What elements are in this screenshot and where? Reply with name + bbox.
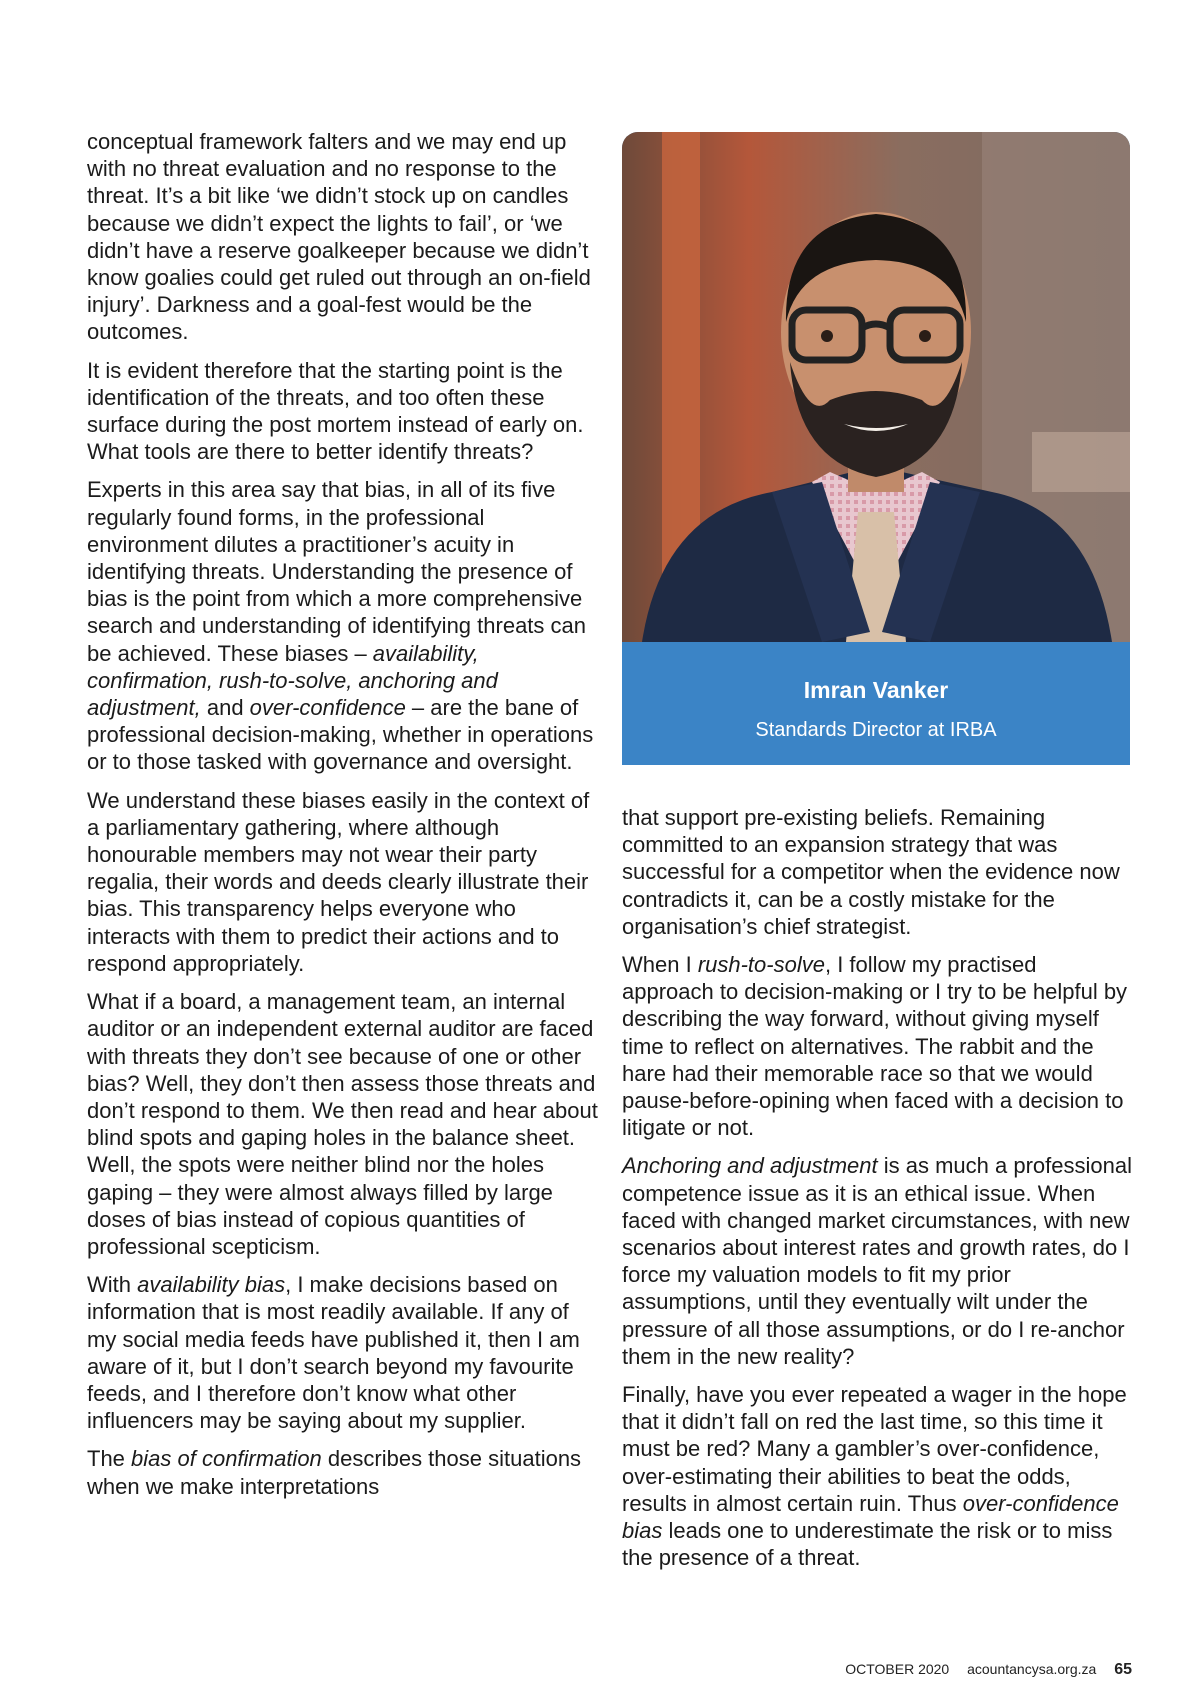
paragraph [87,128,602,346]
article-right-column [622,804,1132,1582]
issue-date: OCTOBER 2020 [845,1661,950,1677]
text-run: The [87,1446,132,1472]
text-run: and [200,695,250,721]
paragraph [622,1152,1132,1370]
text-run: With [87,1272,138,1298]
text-run: What if a board, a management team, an internal auditor or an independent external auditor are faced with threats they don’t see because of one or other bias? Well, they don’t then assess those threats and don’t respond to them. We then read and hear about blind spots and gaping holes in the balance sheet. Well, the spots were neither blind nor the holes gaping – they were almost always filled by large doses of bias instead of copious quantities of professional scepticism. [87,989,598,1259]
profile-card [622,132,1130,765]
emphasis-text: availability bias [137,1272,286,1298]
text-run: that support pre-existing beliefs. Remaining committed to an expansion strategy that was successful for a competitor when the evidence now contradicts it, can be a costly mistake for the organisation’s chief strategist. [622,805,1120,939]
portrait-photo [622,132,1130,642]
profile-role: Standards Director at IRBA [755,719,997,741]
emphasis-text: bias of confirmation [131,1446,322,1472]
paragraph [87,787,602,977]
paragraph [622,804,1132,940]
text-run: , I follow my practised approach to decision-making or I try to be helpful by describing the way forward, without giving myself time to reflect on alternatives. The rabbit and the hare had their memorable race so that we would pause-before-opining when faced with a decision to litigate or not. [622,952,1128,1141]
text-run: We understand these biases easily in the context of a parliamentary gathering, where although honourable members may not wear their party regalia, their words and deeds clearly illustrate their bias. This transparency helps everyone who interacts with them to predict their actions and to respond appropriately. [87,787,590,976]
paragraph [87,1445,602,1499]
text-run: is as much a professional competence issue as it is an ethical issue. When faced with changed market circumstances, with new scenarios about interest rates and growth rates, do I force my valuation models to fit my prior assumptions, until they eventually wilt under the pressure of all those assumptions, or do I re-anchor them in the new reality? [622,1153,1132,1369]
profile-name: Imran Vanker [803,677,949,703]
page-footer [831,1661,1132,1679]
text-run: Experts in this area say that bias, in all of its five regularly found forms, in the professional environment dilutes a practitioner’s acuity in identifying threats. Understanding the presence of bias is the point from which a more comprehensive search and understanding of identifying threats can be achieved. These biases – [87,477,586,666]
paragraph [87,476,602,775]
emphasis-text: over-confidence [249,695,406,721]
text-run: – are the bane of professional decision-making, whether in operations or to those tasked with governance and oversight. [87,695,594,775]
text-run: When I [622,952,698,978]
website-link[interactable]: acountancysa.org.za [967,1661,1097,1677]
text-run: It is evident therefore that the starting point is the identification of the threats, and too often these surface during the post mortem instead of early on. What tools are there to better identify threats? [87,357,584,465]
page-number: 65 [1114,1661,1132,1678]
text-run: Finally, have you ever repeated a wager in the hope that it didn’t fall on red the last time, so this time it must be red? Many a gambler’s over-confidence, over-estimating their abilities to beat the odds, results in almost certain ruin. Thus [622,1382,1127,1516]
emphasis-text: availability, confirmation, rush-to-solve, anchoring and adjustment, [87,640,498,721]
paragraph [622,951,1132,1141]
text-run: , I make decisions based on information that is most readily available. If any of my social media feeds have published it, then I am aware of it, but I don’t search beyond my favourite feeds, and I therefore don’t know what other influencers may be saying about my supplier. [87,1272,580,1434]
emphasis-text: rush-to-solve [697,952,825,978]
emphasis-text: Anchoring and adjustment [622,1153,878,1179]
profile-caption [622,642,1130,765]
paragraph [87,1271,602,1434]
text-run: conceptual framework falters and we may end up with no threat evaluation and no response to the threat. It’s a bit like ‘we didn’t stock up on candles because we didn’t expect the lights to fail’, or ‘we didn’t have a reserve goalkeeper because we didn’t know goalies could get ruled out through an on-field injury’. Darkness and a goal-fest would be the outcomes. [87,129,591,345]
paragraph [87,357,602,466]
emphasis-text: over-confidence bias [622,1490,1119,1544]
article-left-column [87,128,602,1511]
text-run: describes those situations when we make interpretations [87,1446,582,1499]
text-run: leads one to underestimate the risk or to miss the presence of a threat. [622,1518,1113,1571]
paragraph [622,1381,1132,1571]
paragraph [87,988,602,1260]
